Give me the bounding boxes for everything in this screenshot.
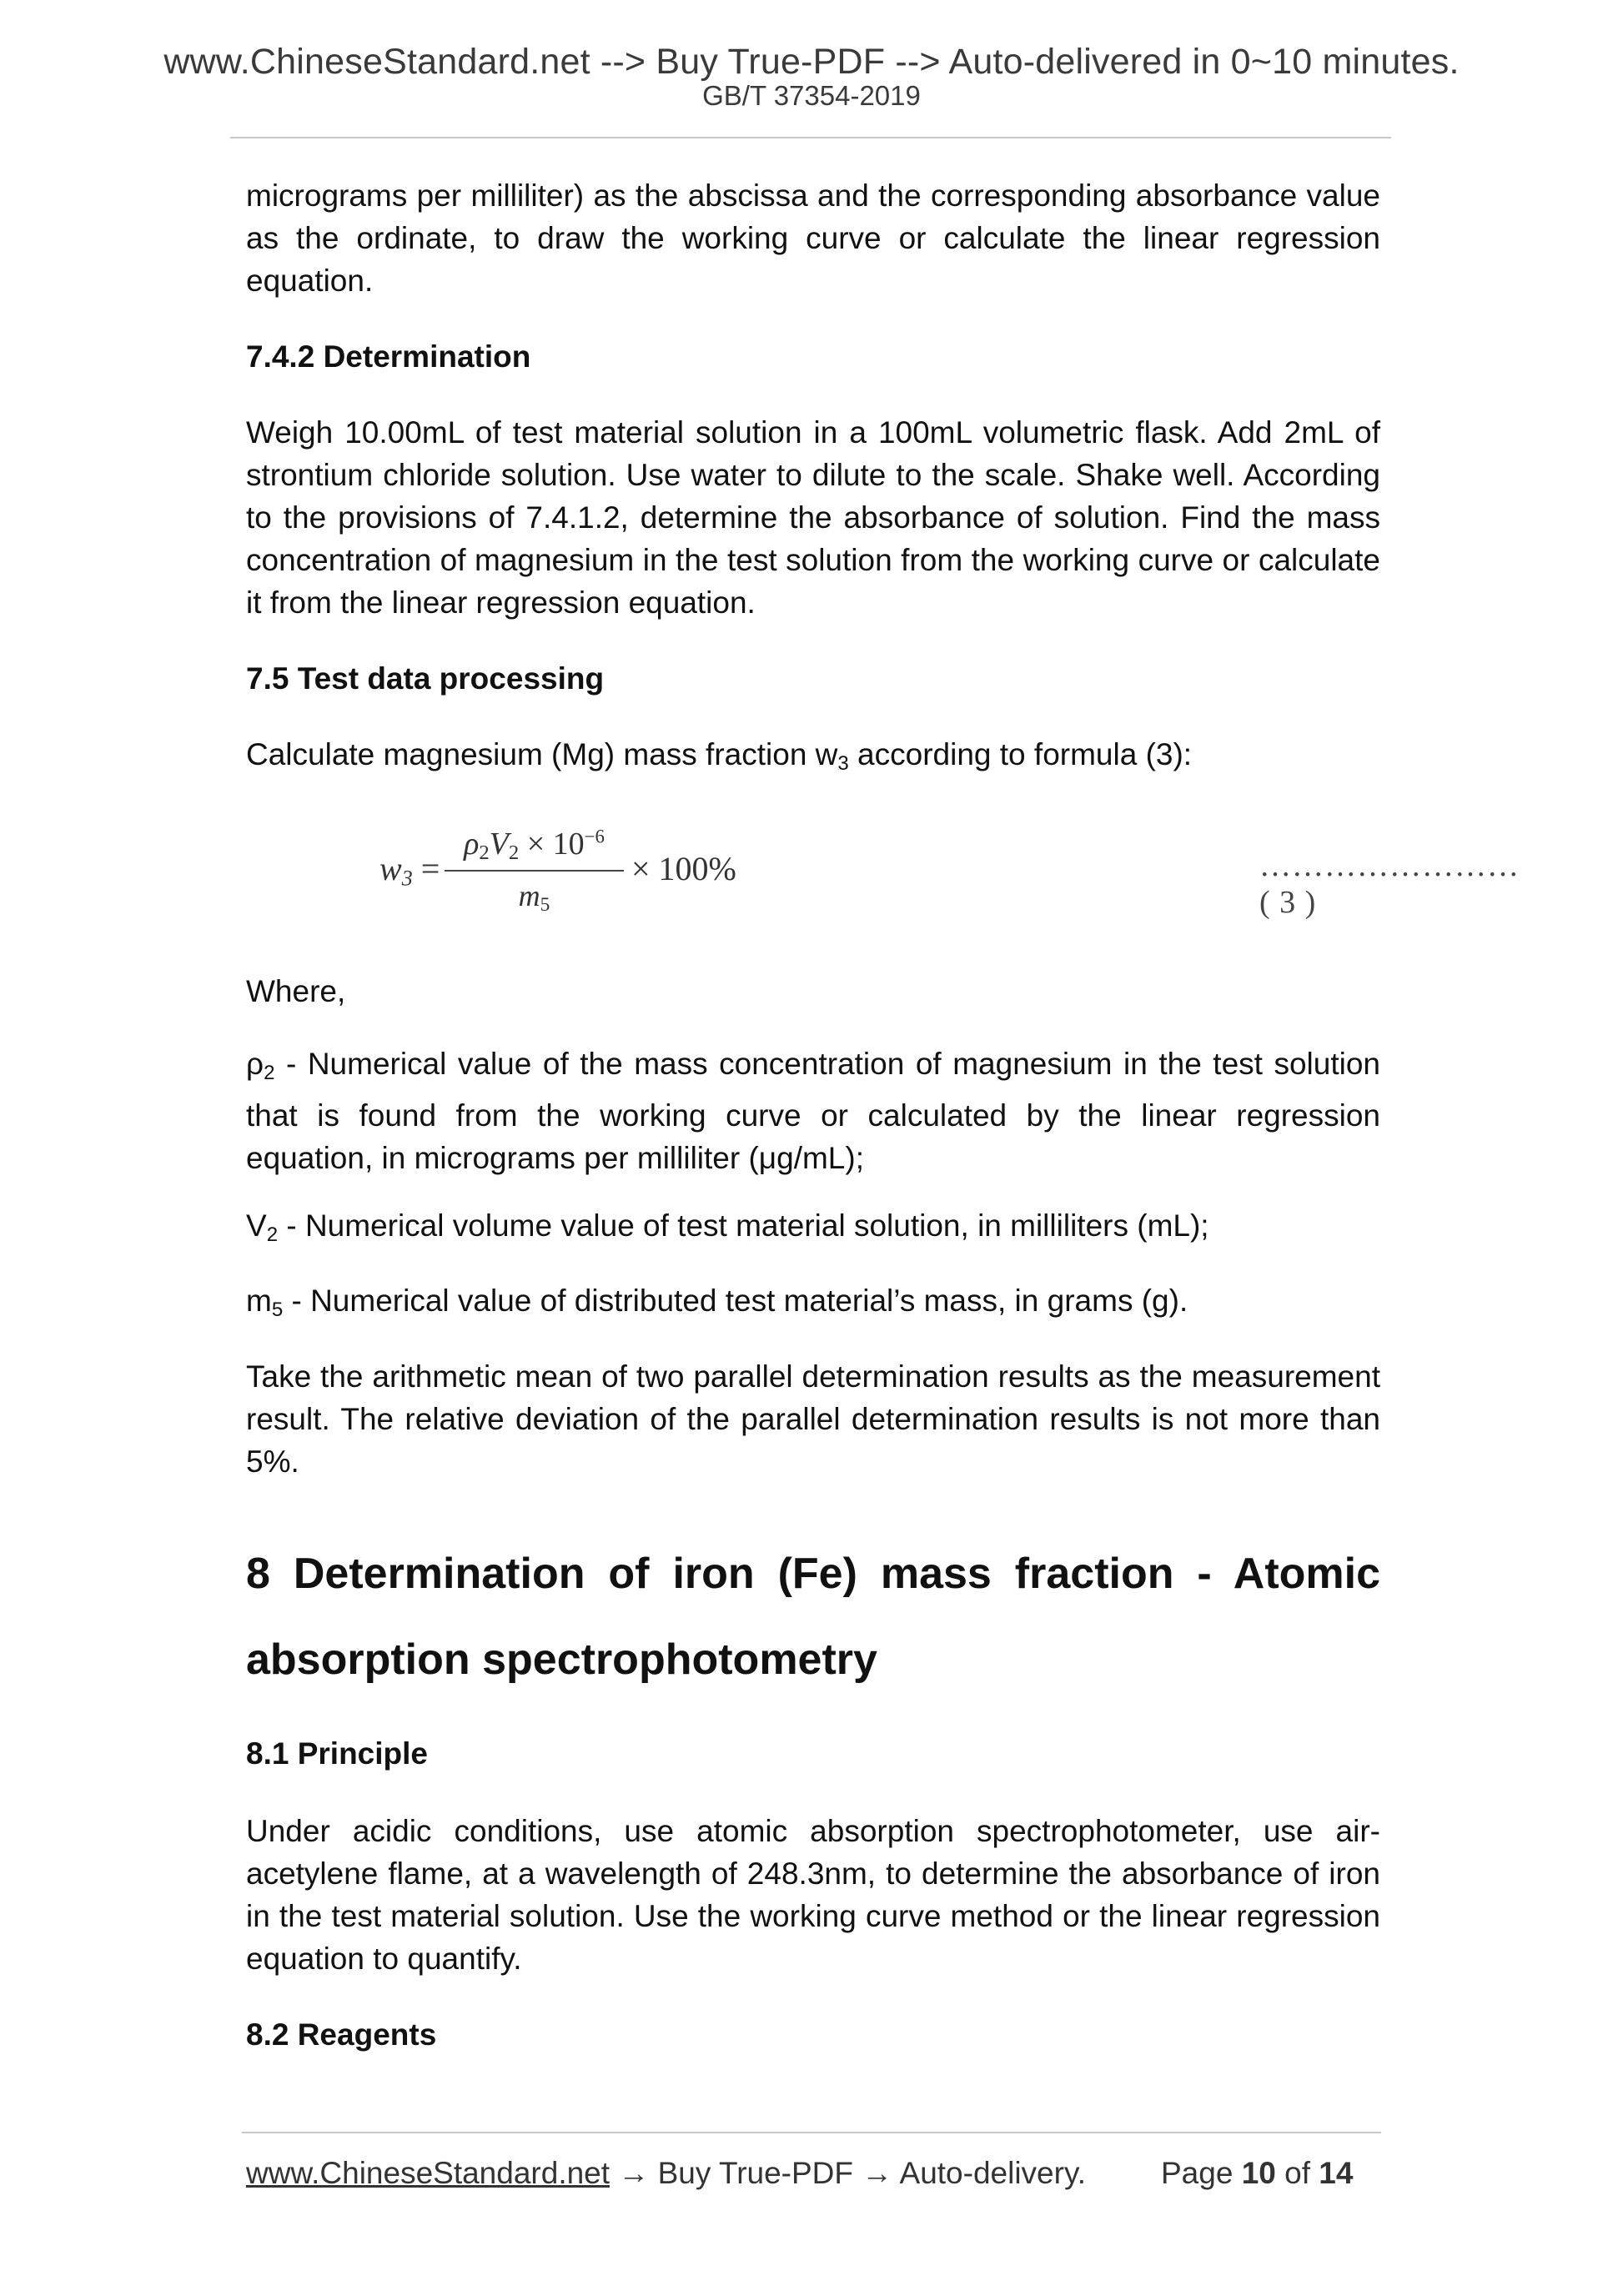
- definition-v2: $V_2$ - Numerical volume value of test material solution, in milliliters (mL);: [246, 1208, 1209, 1246]
- page-total: 14: [1319, 2156, 1354, 2190]
- footer-text: [246, 2156, 1086, 2191]
- formula-3: [379, 826, 1520, 920]
- section-7-4-2-heading: 7.4.2 Determination: [246, 339, 531, 374]
- page-indicator: Page 10 of 14: [1161, 2156, 1354, 2190]
- definition-rho2: $\rho_2$ - Numerical value of the mass concentration of magnesium in the test solution that is found from the working curve or calculated by the linear regression equation, in micrograms per milliliter (μg/mL);: [246, 1047, 1380, 1175]
- intro-paragraph: micrograms per milliliter) as the abscissa and the corresponding absorbance value as the ordinate, to draw the working curve or calculate the linear regression equation.: [246, 178, 1380, 298]
- section-8-1-heading: 8.1 Principle: [246, 1736, 428, 1771]
- section-7-4-2-paragraph: Weigh 10.00mL of test material solution in a 100mL volumetric flask. Add 2mL of strontium chloride solution. Use water to dilute to the scale. Shake well. According to the provisions of 7.4.1.2, determine the absorbance of solution. Find the mass concentration of magnesium in the test solution from the working curve or calculate it from the linear regression equation.: [246, 415, 1380, 620]
- footer-link[interactable]: www.ChineseStandard.net: [246, 2156, 611, 2190]
- section-8-heading: 8 Determination of iron (Fe) mass fraction - Atomic absorption spectrophotometry: [246, 1550, 1380, 1684]
- definition-m5: $m_5$ - Numerical value of distributed test material’s mass, in grams (g).: [246, 1284, 1188, 1321]
- section-7-5-intro: Calculate magnesium (Mg) mass fraction $w_3$ according to formula (3):: [246, 737, 1193, 775]
- formula-fraction: [445, 826, 624, 917]
- formula-lhs: $w_3$ =: [379, 850, 440, 891]
- footer-divider: [242, 2132, 1381, 2133]
- formula-denominator: $m_5$: [518, 879, 550, 917]
- section-7-5-heading: 7.5 Test data processing: [246, 661, 605, 696]
- where-label: Where,: [246, 974, 346, 1008]
- footer-tail: → Buy True-PDF → Auto-delivery.: [610, 2156, 1086, 2190]
- page-current: 10: [1241, 2156, 1276, 2190]
- section-8-1-paragraph: Under acidic conditions, use atomic absorption spectrophotometer, use air-acetylene flame, at a wavelength of 248.3nm, to determine the absorbance of iron in the test material solution. Use the working curve method or the linear regression equation to quantify.: [246, 1814, 1380, 1976]
- formula-multiplier: × 100%: [631, 850, 736, 887]
- header-divider: [230, 137, 1391, 138]
- formula-numerator: $\rho_2V_2 \times 10^{-6}$: [464, 826, 605, 865]
- section-8-2-heading: 8.2 Reagents: [246, 2017, 437, 2052]
- site-banner: www.ChineseStandard.net --> Buy True-PDF --> Auto-delivered in 0~10 minutes.: [163, 42, 1460, 82]
- mean-paragraph: Take the arithmetic mean of two parallel determination results as the measurement result. The relative deviation of the parallel determination results is not more than 5%.: [246, 1359, 1380, 1479]
- formula-number-label: ……………………( 3 ): [1259, 848, 1520, 920]
- standard-number: GB/T 37354-2019: [702, 80, 921, 111]
- fraction-bar: [445, 870, 624, 872]
